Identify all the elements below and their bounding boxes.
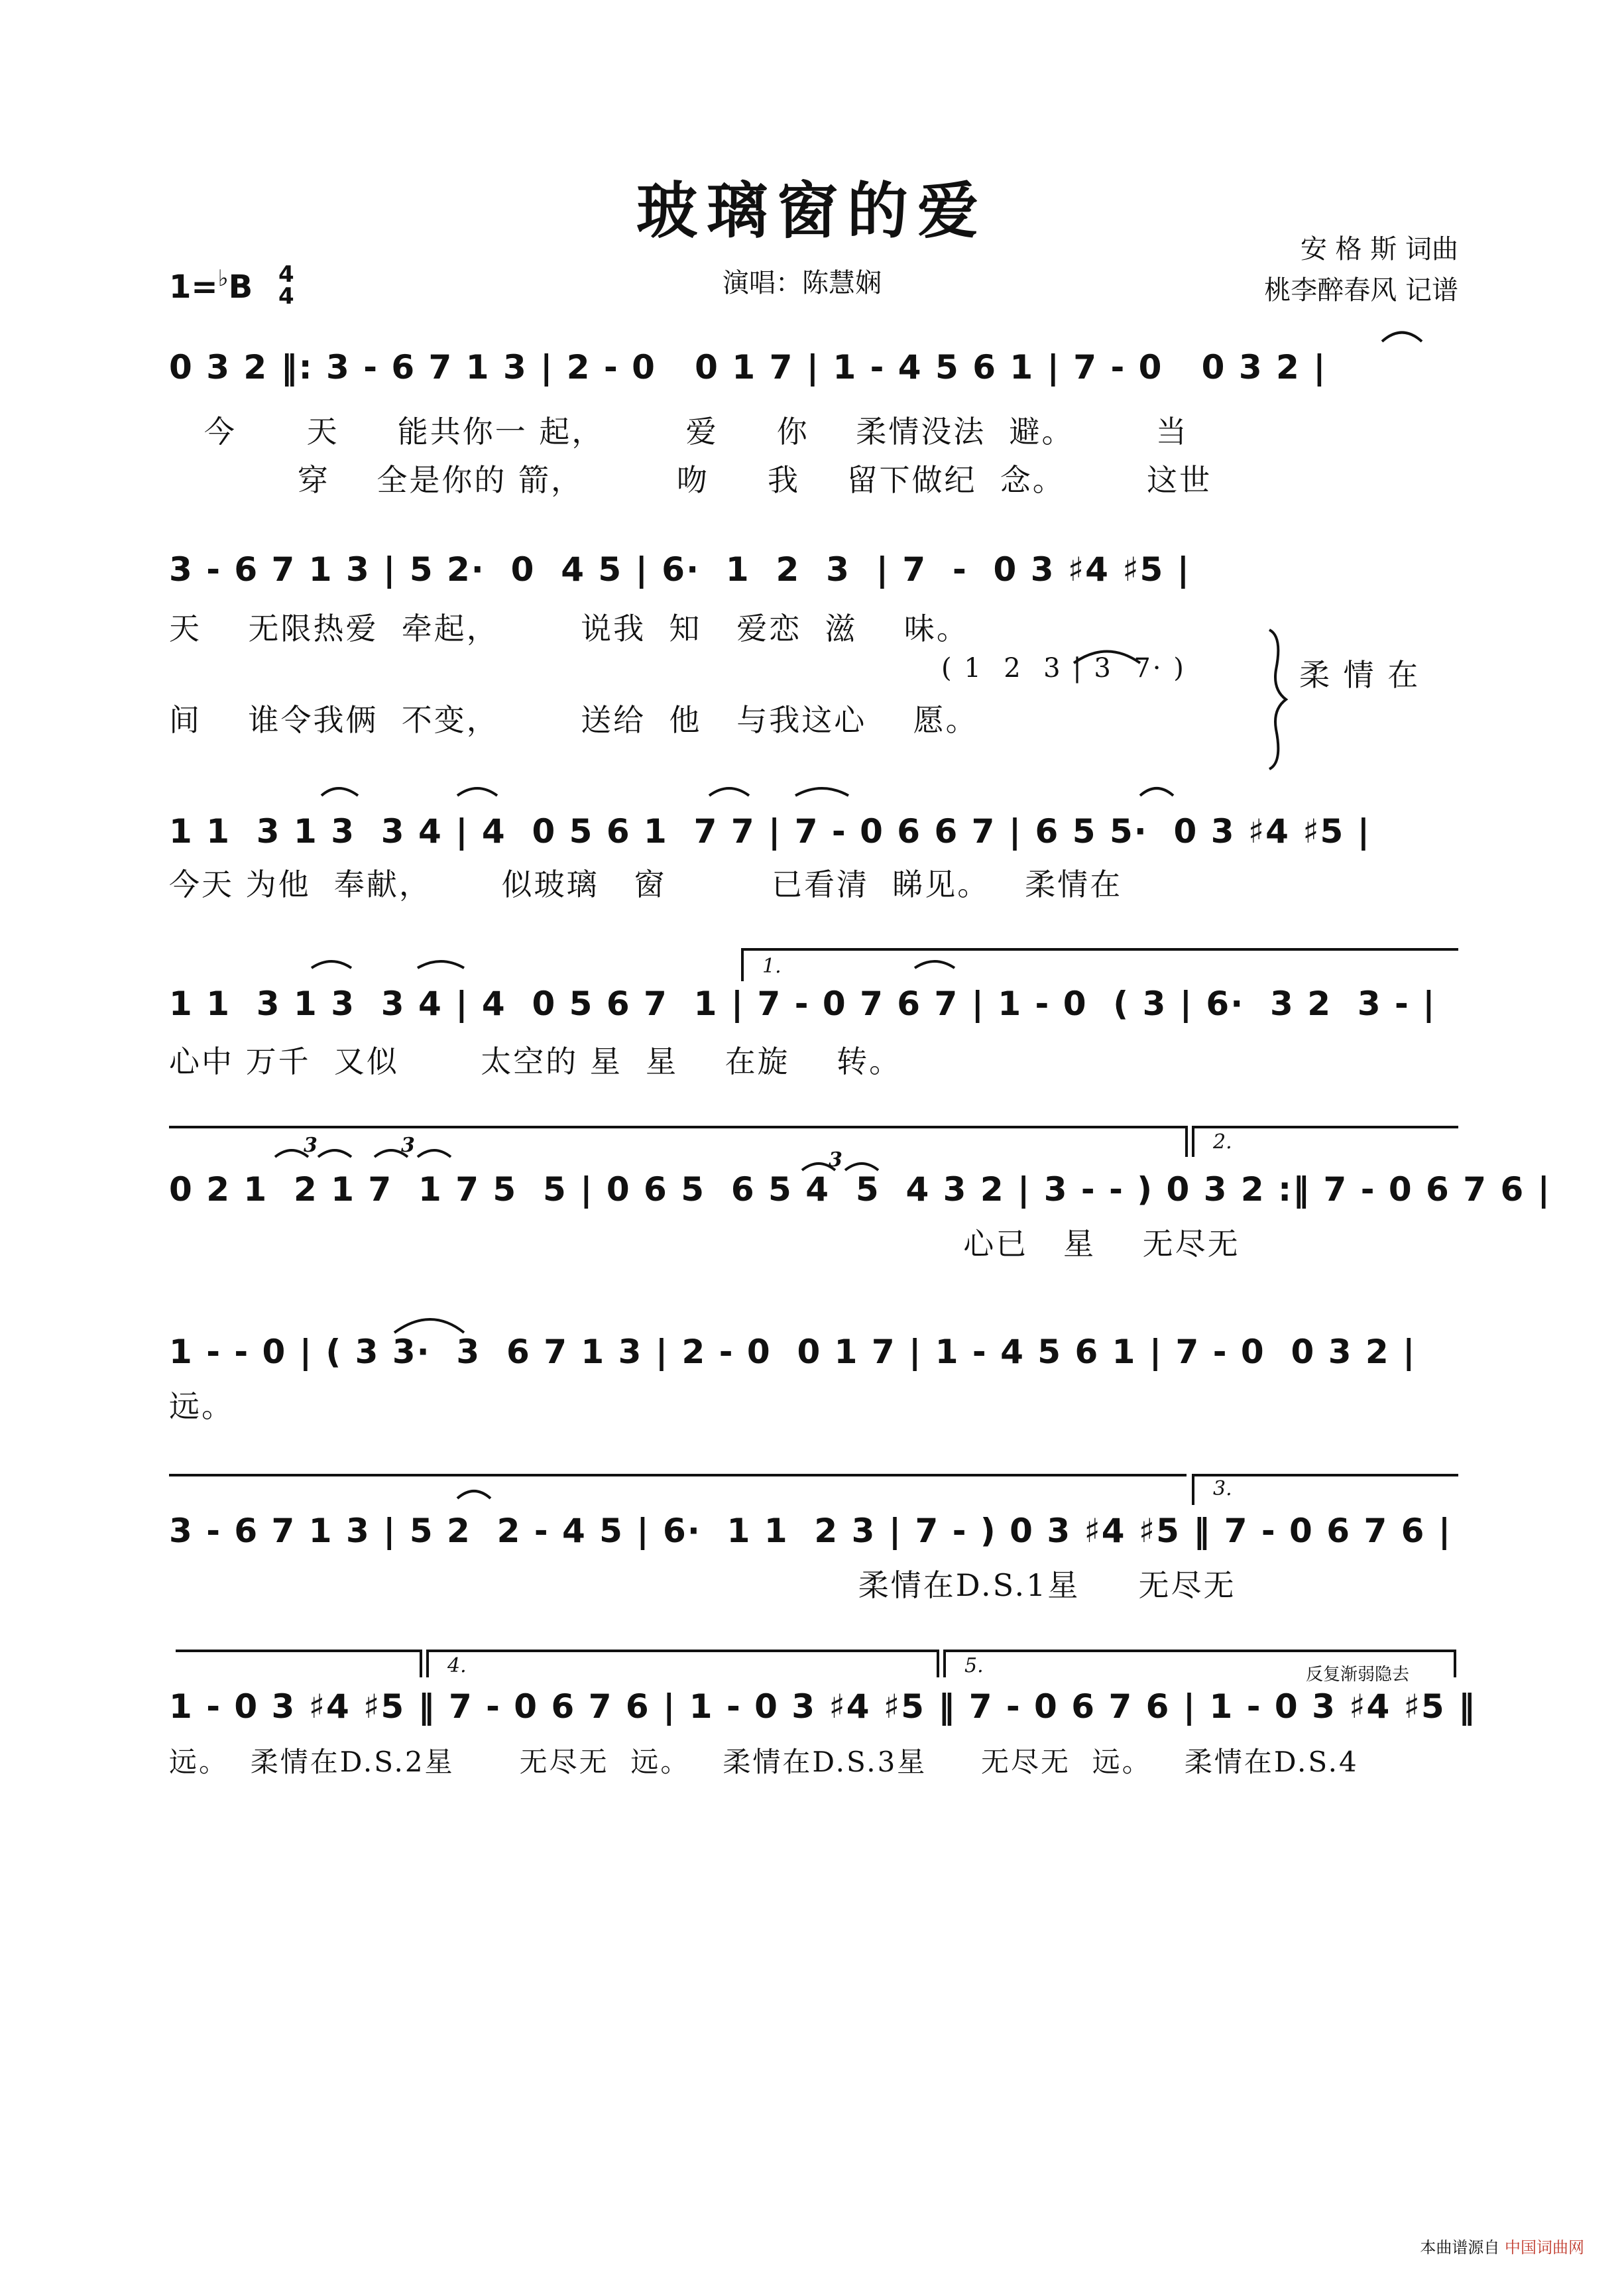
slur [312,961,351,968]
slur [321,788,358,796]
lyric-line-1a: 今 天 能共你一 起， 爱 你 柔情没法 避。 当 [169,414,1189,450]
time-top: 4 [278,261,294,288]
notation-row-2: 3 - 6 7 1 3 | 5 2· 0 4 5 | 6· 1 2 3 | 7 - 0 3 ♯4 ♯5 | [169,550,1190,589]
slur [457,1491,491,1498]
slur [1140,788,1173,796]
volta-bracket-5 [945,1651,1455,1677]
lyric-line-6: 远。 [169,1388,234,1424]
notation-row-6: 1 - - 0 | ( 3 3· 3 6 7 1 3 | 2 - 0 0 1 7 | 1 - 4 5 6 1 | 7 - 0 0 3 2 | [169,1333,1417,1371]
notation-row-1: 0 3 2 ‖: 3 - 6 7 1 3 | 2 - 0 0 1 7 | 1 - 4 5 6 1 | 7 - 0 0 3 2 | [169,348,1327,387]
volta-label-1: 1. [762,955,782,978]
watermark [1420,2234,1584,2257]
slur [457,788,497,796]
lyric-line-5: 心已 星 无尽无 [169,1226,1240,1262]
notation-row-5: 0 2 1 2 1 7 1 7 5 5 | 0 6 5 6 5 4 5 4 3 2 | 3 - - ) 0 3 2 :‖ 7 - 0 6 7 6 | [169,1170,1551,1209]
lyric-line-7: 柔情在D.S.1星 无尽无 [169,1567,1236,1603]
volta-label-5: 5. [964,1654,984,1677]
singer-credit: 演唱：陈慧娴 [723,268,882,298]
slur [1074,652,1140,664]
triplet-arc [375,1150,451,1157]
notation-row-7: 3 - 6 7 1 3 | 5 2 2 - 4 5 | 6· 1 1 2 3 | 7 - ) 0 3 ♯4 ♯5 ‖ 7 - 0 6 7 6 | [169,1512,1452,1550]
lyric-line-2a: 天 无限热爱 牵起， 说我 知 爱恋 滋 味。 [169,611,969,646]
notation-row-3: 1 1 3 1 3 3 4 | 4 0 5 6 1 7 7 | 7 - 0 6 6 7 | 6 5 5· 0 3 ♯4 ♯5 | [169,812,1371,851]
volta-bracket-2 [1193,1127,1458,1157]
slur [1382,333,1422,342]
composer-credit: 安 格 斯 词曲 [1300,234,1458,265]
slur [394,1319,464,1333]
volta-bracket-3 [1193,1475,1458,1505]
flat-icon: ♭ [217,265,229,292]
triplet-mark: 3 [401,1134,415,1157]
volta-label-2: 2. [1213,1130,1232,1154]
lyric-line-2b: 间 谁令我俩 不变， 送给 他 与我这心 愿。 [169,702,978,738]
key-note: B [228,269,253,306]
song-title: 玻璃窗的爱 [636,175,988,247]
key-prefix: 1= [169,269,218,306]
slur [709,788,749,796]
notation-row-4: 1 1 3 1 3 3 4 | 4 0 5 6 7 1 | 7 - 0 7 6 7 | 1 - 0 ( 3 | 6· 3 2 3 - | [169,985,1436,1023]
slur [418,961,464,968]
lyric-line-4: 心中 万千 又似 太空的 星 星 在旋 转。 [169,1044,902,1079]
lyric-line-1b: 穿 全是你的 箭， 吻 我 留下做纪 念。 这世 [169,462,1212,498]
slur [795,788,848,796]
volta-bracket-main-4 [176,1651,421,1677]
transcriber-credit: 桃李醉春风 记谱 [1264,275,1458,306]
triplet-arc [802,1164,878,1170]
slur [915,961,955,968]
volta-bracket-1 [742,949,1458,981]
watermark-site: 中国词曲网 [1505,2238,1584,2257]
triplet-arc [275,1150,351,1157]
volta-label-3: 3. [1213,1477,1232,1500]
time-bottom: 4 [278,283,294,310]
triplet-mark: 3 [829,1148,842,1172]
aside-text: 柔 情 在 [1299,657,1421,693]
lyric-line-3: 今天 为他 奉献， 似玻璃 窗 已看清 睇见。 柔情在 [169,867,1123,902]
fade-note: 反复渐弱隐去 [1306,1665,1410,1685]
volta-bracket-main-2 [169,1127,1187,1157]
triplet-mark: 3 [304,1134,318,1157]
watermark-source: 本曲谱源自 [1420,2238,1500,2257]
aside-notes: ( 1 2 3 | 3 7· ) [941,653,1186,684]
volta-label-4: 4. [447,1654,467,1677]
volta-bracket-4 [428,1651,938,1677]
notation-row-8: 1 - 0 3 ♯4 ♯5 ‖ 7 - 0 6 7 6 | 1 - 0 3 ♯4 ♯5 ‖ 7 - 0 6 7 6 | 1 - 0 3 ♯4 ♯5 ‖ [169,1687,1477,1726]
lyric-line-8: 远。 柔情在D.S.2星 无尽无 远。 柔情在D.S.3星 无尽无 远。 柔情在D.S.4 [169,1746,1359,1778]
brace [1269,630,1286,769]
